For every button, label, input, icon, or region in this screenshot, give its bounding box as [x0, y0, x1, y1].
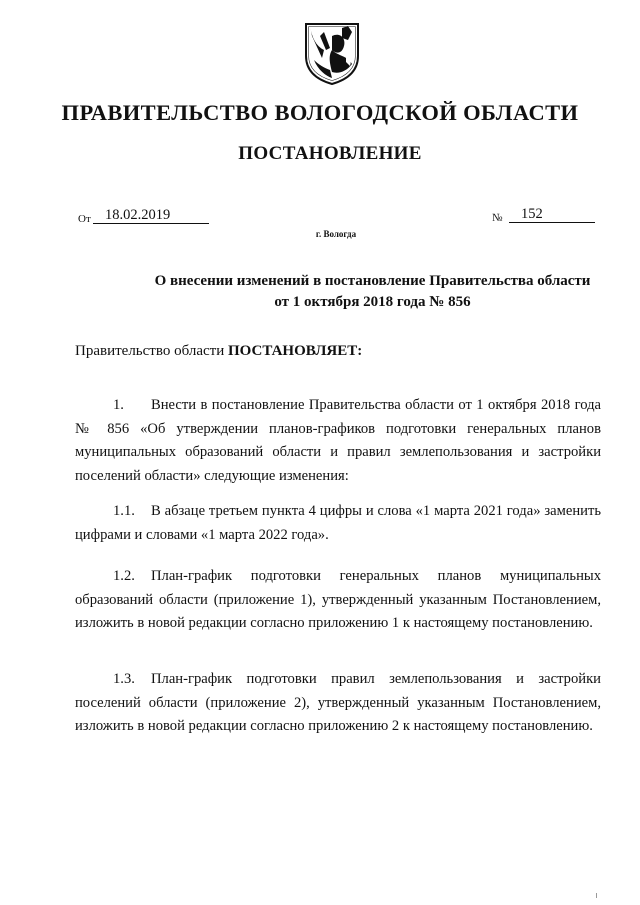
subject-line-2: от 1 октября 2018 года № 856	[274, 294, 471, 310]
coat-of-arms-icon	[302, 20, 362, 86]
preamble	[75, 343, 362, 360]
scan-mark	[596, 893, 597, 898]
date-underline	[93, 223, 209, 224]
document-number: 152	[521, 206, 543, 222]
document-type: ПОСТАНОВЛЕНИЕ	[238, 143, 422, 164]
paragraph-number: 1.	[113, 397, 124, 413]
paragraph-text: В абзаце третьем пункта 4 цифры и слова «1 марта 2021 года» заменить цифрами и словами «1 марта 2022 года».	[75, 503, 601, 543]
number-underline	[509, 222, 595, 223]
paragraph-number: 1.3.	[113, 671, 135, 687]
paragraph-1-2	[75, 565, 601, 636]
paragraph-text: План-график подготовки правил землепользования и застройки поселений области (приложение 2), утвержденный указанным Постановлением, изложить в новой редакции согласно приложению 2 к настоящему постановлению.	[75, 671, 601, 734]
paragraph-text: Внести в постановление Правительства области от 1 октября 2018 года № 856 «Об утверждении планов-графиков подготовки генеральных планов муниципальных образований области и правил землепользования и застройки поселений области» следующие изменения:	[75, 397, 601, 484]
subject-line-1: О внесении изменений в постановление Правительства области	[154, 273, 591, 289]
organization-title: ПРАВИТЕЛЬСТВО ВОЛОГОДСКОЙ ОБЛАСТИ	[61, 100, 579, 125]
paragraph-1-3	[75, 668, 601, 739]
paragraph-text: План-график подготовки генеральных планов муниципальных образований области (приложение 1), утвержденный указанным Постановлением, изложить в новой редакции согласно приложению 1 к настоящему постановлению.	[75, 568, 601, 631]
document-subject	[100, 271, 640, 313]
city: г. Вологда	[315, 229, 357, 239]
number-prefix: №	[492, 212, 503, 224]
date-prefix: От	[78, 213, 91, 225]
preamble-text: Правительство области	[75, 343, 225, 359]
preamble-emphasis: ПОСТАНОВЛЯЕТ:	[227, 343, 363, 359]
paragraph-1	[75, 394, 601, 488]
document-date: 18.02.2019	[105, 207, 171, 223]
paragraph-number: 1.1.	[113, 503, 135, 519]
paragraph-1-1	[75, 500, 601, 547]
paragraph-number: 1.2.	[113, 568, 135, 584]
